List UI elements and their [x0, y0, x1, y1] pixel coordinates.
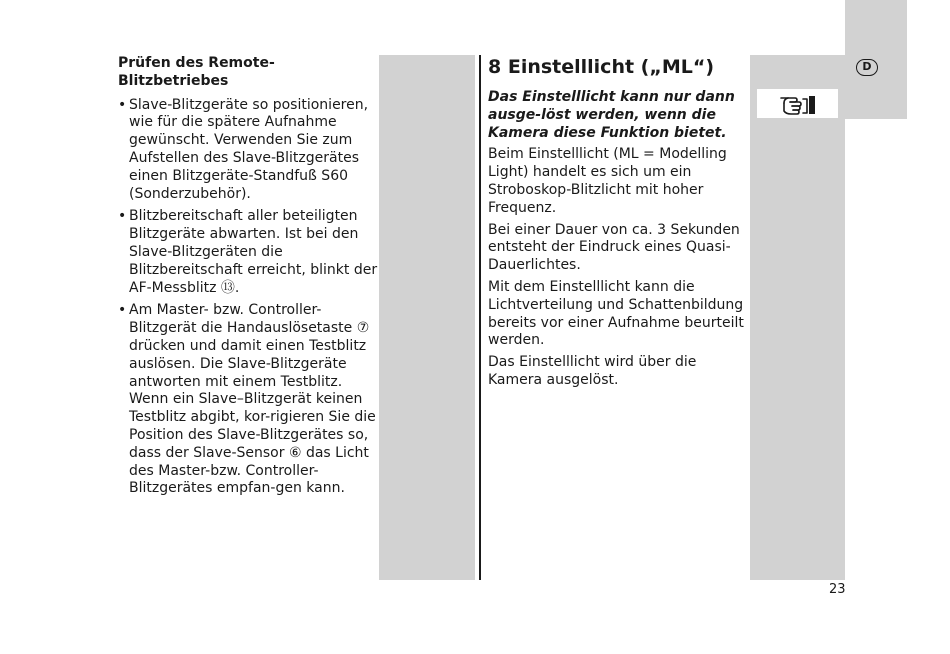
chapter-title: 8 Einstelllicht („ML“)	[488, 56, 715, 78]
right-column	[488, 55, 750, 394]
paragraph: Das Einstelllicht wird über die Kamera ausgelöst.	[488, 354, 697, 388]
gray-bar-right	[750, 55, 845, 580]
gray-bar-left	[379, 55, 475, 580]
paragraph: Mit dem Einstelllicht kann die Lichtverteilung und Schattenbildung bereits vor einer Aufnahme beurteilt werden.	[488, 278, 744, 349]
list-item	[118, 302, 380, 498]
paragraph: Beim Einstelllicht (ML = Modelling Light) handelt es sich um ein Stroboskop-Blitzlicht mit hoher Frequenz.	[488, 146, 727, 216]
list-item-text: Slave-Blitzgeräte so positionieren, wie für die spätere Aufnahme gewünscht. Verwenden Sie zum Aufstellen des Slave-Blitzgerätes einen Blitzgeräte-Standfuß S60 (Sonderzubehör).	[129, 96, 369, 202]
language-tab	[845, 0, 907, 119]
column-divider	[479, 55, 481, 580]
page-number: 23	[829, 582, 846, 597]
paragraph: Bei einer Dauer von ca. 3 Sekunden entsteht der Eindruck eines Quasi-Dauerlichtes.	[488, 221, 740, 274]
bullet-symbol: •	[118, 208, 127, 225]
bullet-symbol: •	[118, 96, 127, 113]
bullet-list	[118, 97, 380, 499]
hand-pointing-icon	[779, 93, 817, 115]
language-badge: D	[856, 59, 878, 76]
left-column	[118, 55, 380, 503]
intro-note: Das Einstelllicht kann nur dann ausge-löst werden, wenn die Kamera diese Funktion bietet.	[488, 89, 735, 141]
list-item	[118, 208, 380, 297]
bullet-symbol: •	[118, 302, 127, 319]
list-item-text: Am Master- bzw. Controller-Blitzgerät die Handauslösetaste ⑦ drücken und damit einen Testblitz auslösen. Die Slave-Blitzgeräte antworten mit einem Testblitz. Wenn ein Slave–Blitzgerät keinen Testblitz abgibt, kor-rigieren Sie die Position des Slave-Blitzgerätes so, dass der Slave-Sensor ⑥ das Licht des Master-bzw. Controller-Blitzgerätes empfan-gen kann.	[129, 302, 376, 497]
list-item	[118, 97, 380, 204]
section-heading: Prüfen des Remote-Blitzbetriebes	[118, 55, 275, 89]
hand-icon-box	[757, 89, 838, 118]
list-item-text: Blitzbereitschaft aller beteiligten Blitzgeräte abwarten. Ist bei den Slave-Blitzgeräten die Blitzbereitschaft erreicht, blinkt der AF-Messblitz ⑬.	[129, 208, 378, 296]
